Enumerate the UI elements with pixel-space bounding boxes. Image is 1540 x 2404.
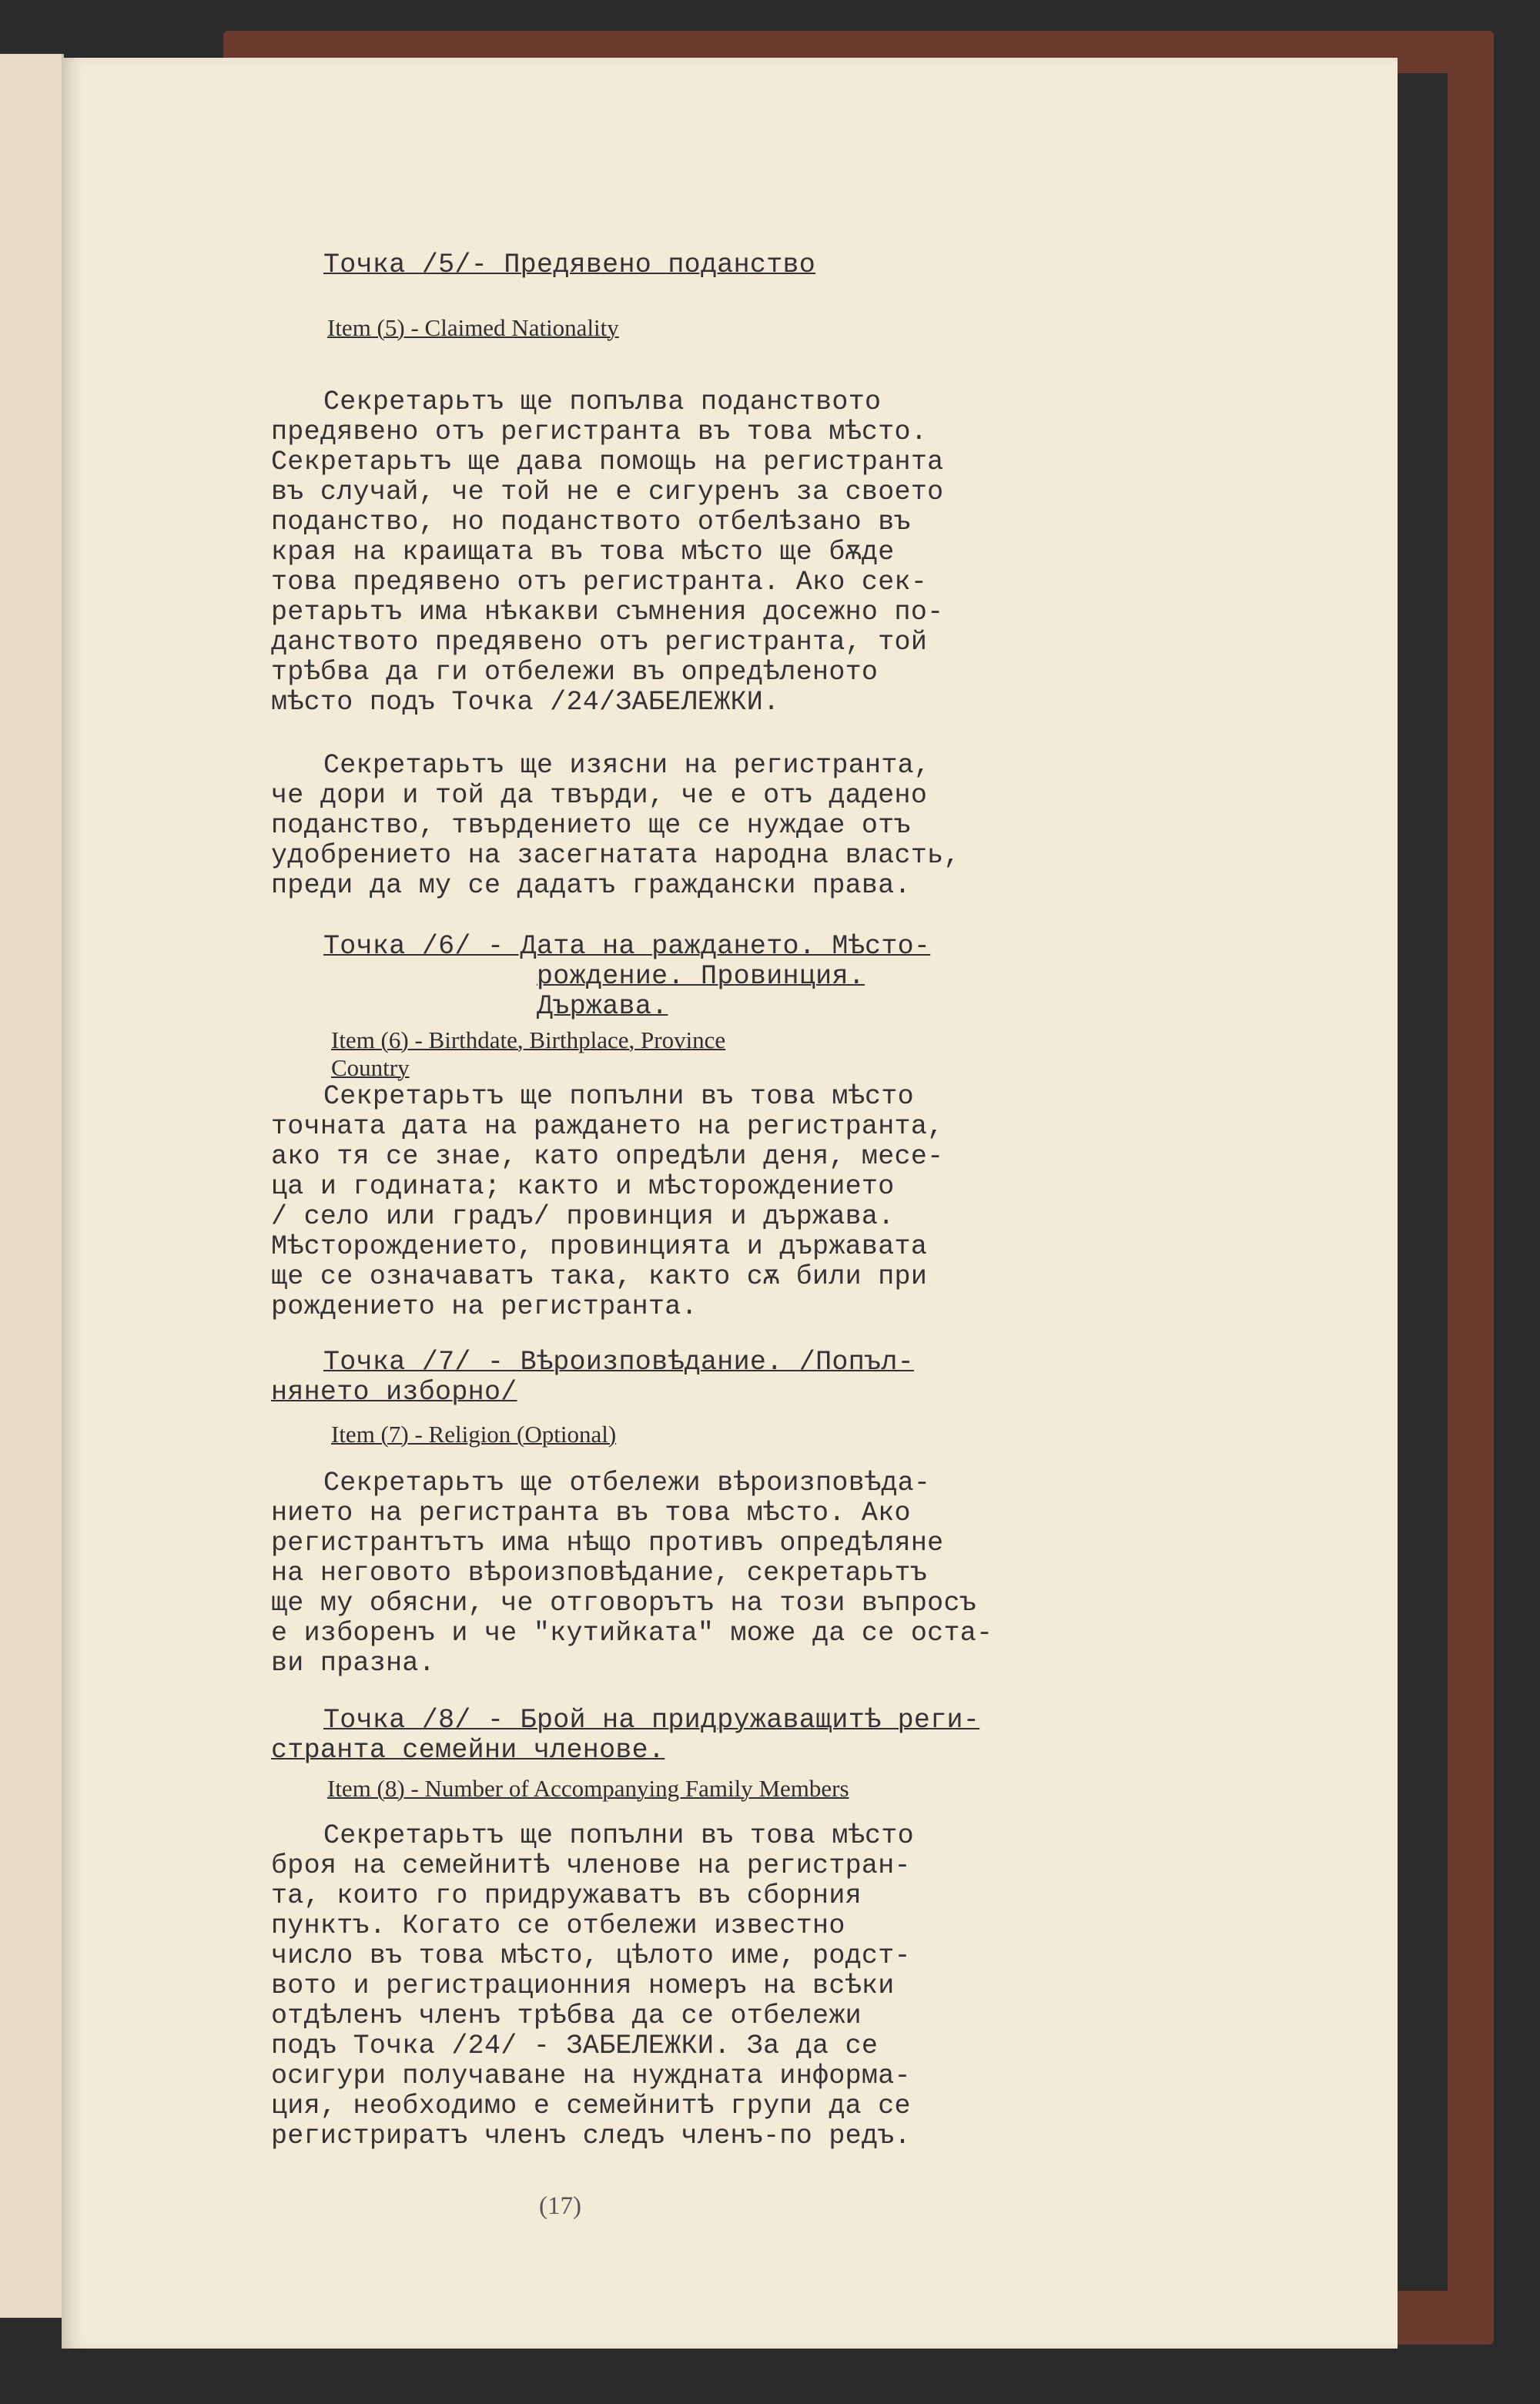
text-line: Секретарьтъ ще попълва поданството <box>323 387 882 417</box>
text-line: нието на регистранта въ това мѣсто. Ако <box>271 1498 911 1528</box>
text-line: данството предявено отъ регистранта, той <box>271 627 928 658</box>
text-line: регистриратъ членъ следъ членъ-по редъ. <box>271 2121 911 2151</box>
text-line: / село или градъ/ провинция и държава. <box>271 1201 895 1232</box>
endpaper-shadow <box>1394 73 1448 2291</box>
text-line: осигури получаване на нуждната информа- <box>271 2061 911 2091</box>
text-line: въ случай, че той не е сигуренъ за своето <box>271 477 944 507</box>
text-line: точната дата на раждането на регистранта, <box>271 1111 944 1142</box>
text-line: Мѣсторождението, провинцията и държавата <box>271 1231 928 1262</box>
text-line: пунктъ. Когато се отбележи известно <box>271 1910 845 1941</box>
text-line: трѣбва да ги отбележи въ опредѣленото <box>271 657 879 688</box>
text-line: Секретарьтъ ще попълни въ това мѣсто <box>323 1081 914 1112</box>
heading-line: нянето изборно/ <box>271 1377 517 1408</box>
english-heading-line: Item (6) - Birthdate, Birthplace, Province <box>331 1026 726 1053</box>
english-heading-item-8: Item (8) - Number of Accompanying Family Members <box>327 1775 849 1802</box>
heading-line: Точка /8/ - Брой на придружаващитѣ реги- <box>323 1705 980 1736</box>
text-line: предявено отъ регистранта въ това мѣсто. <box>271 417 928 447</box>
text-line: на неговото вѣроизповѣдание, секретарьтъ <box>271 1558 928 1589</box>
text-line: вото и регистрационния номеръ на всѣки <box>271 1970 895 2001</box>
heading-item-5: Точка /5/- Предявено поданство <box>323 249 816 280</box>
text-line: Секретарьтъ ще дава помощь на регистранта <box>271 447 944 477</box>
text-line: броя на семейнитѣ членове на регистран- <box>271 1850 911 1881</box>
text-line: е изборенъ и че "кутийката" може да се оста- <box>271 1618 993 1649</box>
text-line: преди да му се дадатъ граждански права. <box>271 870 911 901</box>
heading-line: Държава. <box>537 991 668 1022</box>
text-line: та, които го придружаватъ въ сборния <box>271 1880 862 1911</box>
text-line: края на краищата въ това мѣсто ще бѫде <box>271 537 895 568</box>
text-line: подъ Точка /24/ - ЗАБЕЛЕЖКИ. За да се <box>271 2031 879 2061</box>
english-heading-line: Country <box>331 1054 410 1081</box>
text-line: ца и годината; както и мѣсторождението <box>271 1171 895 1202</box>
text-line: ретарьтъ има нѣкакви съмнения досежно по- <box>271 597 944 628</box>
text-line: ако тя се знае, като опредѣли деня, месе- <box>271 1141 944 1172</box>
english-heading-item-7: Item (7) - Religion (Optional) <box>331 1421 617 1448</box>
text-line: ще се означаватъ така, както сѫ били при <box>271 1261 928 1292</box>
text-line: рождението на регистранта. <box>271 1291 698 1322</box>
text-line: ция, необходимо е семейнитѣ групи да се <box>271 2091 911 2121</box>
text-line: че дори и той да твърди, че е отъ дадено <box>271 780 928 811</box>
heading-line: Точка /7/ - Вѣроизповѣдание. /Попъл- <box>323 1347 914 1378</box>
text-line: регистрантътъ има нѣщо противъ опредѣляне <box>271 1528 944 1559</box>
text-line: число въ това мѣсто, цѣлото име, родст- <box>271 1940 911 1971</box>
left-page-edge <box>0 54 64 2318</box>
text-line: това предявено отъ регистранта. Ако сек- <box>271 567 928 598</box>
heading-line: рождение. Провинция. <box>537 961 865 992</box>
document-page <box>62 58 1398 2349</box>
text-line: Секретарьтъ ще изясни на регистранта, <box>323 750 931 781</box>
heading-line: странта семейни членове. <box>271 1735 665 1766</box>
text-line: ви празна. <box>271 1648 436 1679</box>
text-line: Секретарьтъ ще попълни въ това мѣсто <box>323 1820 914 1851</box>
text-line: поданство, но поданството отбелѣзано въ <box>271 507 911 537</box>
text-line: удобрението на засегнатата народна власть, <box>271 840 960 871</box>
text-line: поданство, твърдението ще се нуждае отъ <box>271 810 911 841</box>
text-line: ще му обясни, че отговорътъ на този въпросъ <box>271 1588 977 1619</box>
english-heading-item-5: Item (5) - Claimed Nationality <box>327 314 619 341</box>
text-line: отдѣленъ членъ трѣбва да се отбележи <box>271 2001 862 2031</box>
text-line: Секретарьтъ ще отбележи вѣроизповѣда- <box>323 1468 931 1498</box>
heading-line: Точка /6/ - Дата на раждането. Мѣсто- <box>323 931 931 962</box>
page-number: (17) <box>539 2192 581 2220</box>
text-line: мѣсто подъ Точка /24/ЗАБЕЛЕЖКИ. <box>271 687 780 718</box>
